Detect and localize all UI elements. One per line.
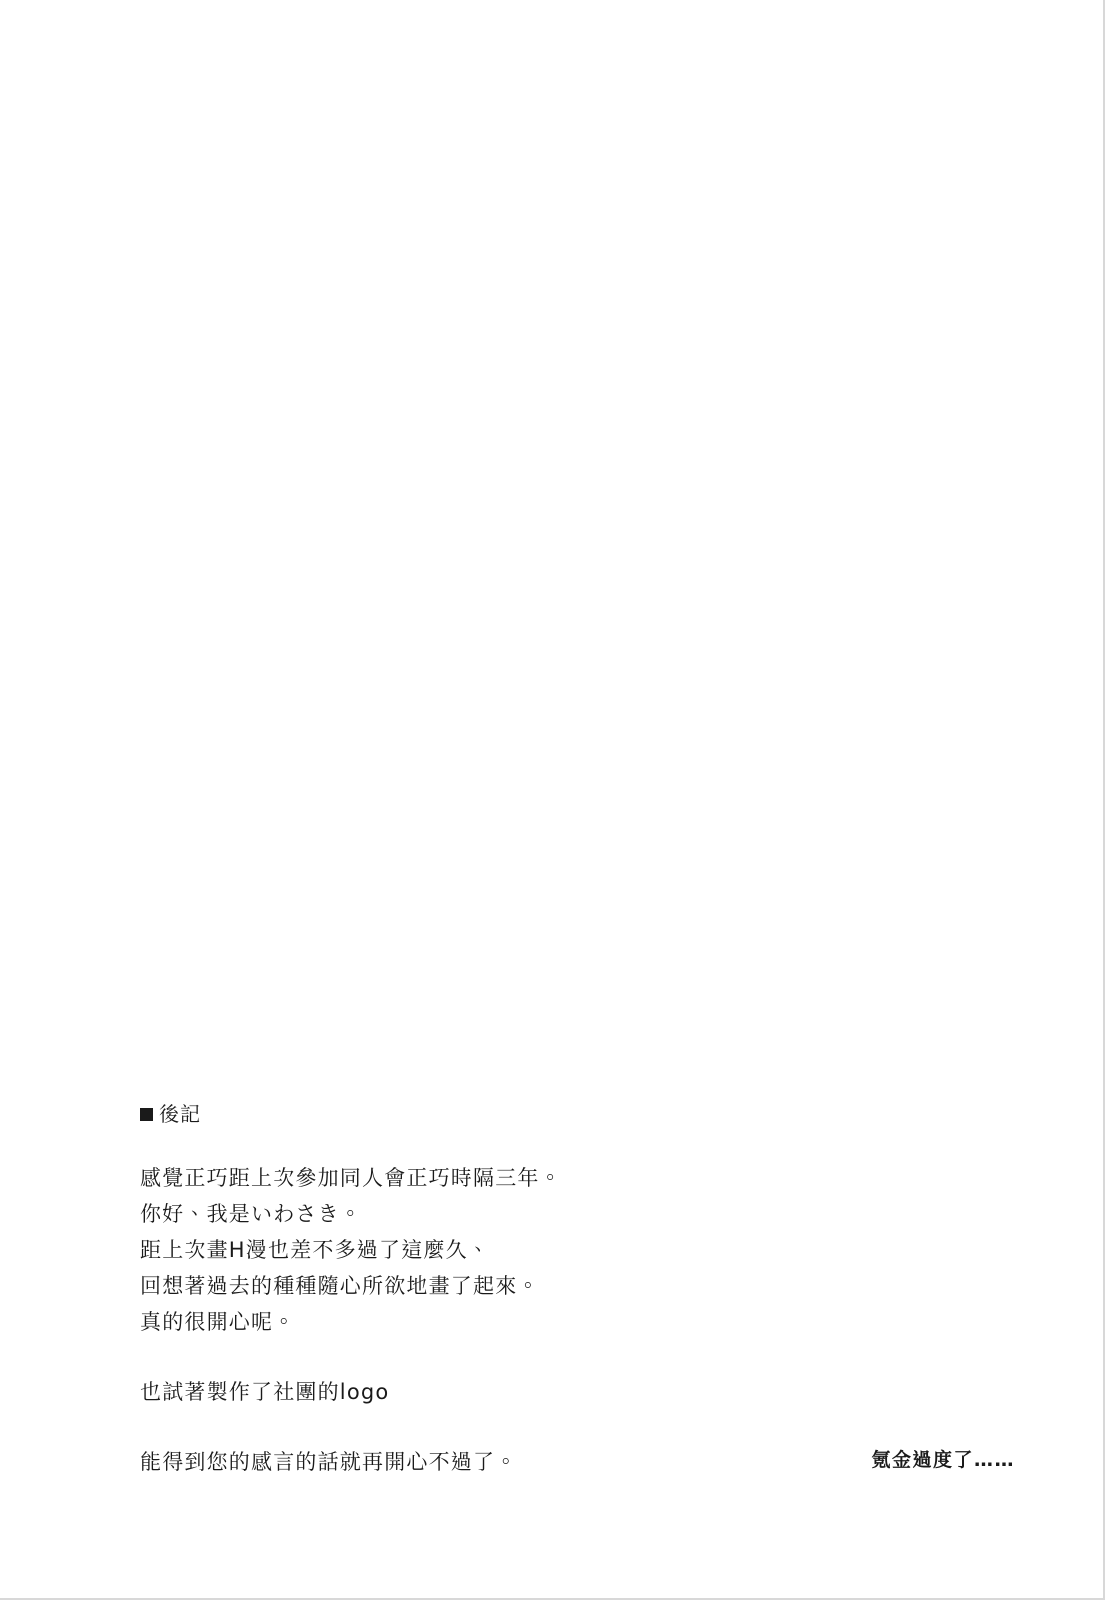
afterword-heading [140, 1102, 960, 1126]
afterword-line-1: 感覺正巧距上次參加同人會正巧時隔三年。 [140, 1166, 562, 1190]
afterword-logo-note: 也試著製作了社團的logo [140, 1380, 390, 1404]
afterword-section [140, 1102, 960, 1480]
afterword-line-3: 距上次畫H漫也差不多過了這麼久、 [140, 1238, 490, 1262]
afterword-heading-label: 後記 [159, 1102, 201, 1126]
author-signature: 氪金過度了…… [871, 1449, 1015, 1471]
paragraph-spacer-2 [140, 1410, 960, 1444]
square-bullet-icon [140, 1108, 153, 1121]
afterword-line-2: 你好、我是いわさき。 [140, 1202, 362, 1226]
afterword-line-5: 真的很開心呢。 [140, 1310, 296, 1334]
paragraph-spacer-1 [140, 1340, 960, 1374]
afterword-line-4: 回想著過去的種種隨心所欲地畫了起來。 [140, 1274, 540, 1298]
afterword-closing: 能得到您的感言的話就再開心不過了。 [140, 1450, 518, 1474]
afterword-body [140, 1160, 960, 1480]
